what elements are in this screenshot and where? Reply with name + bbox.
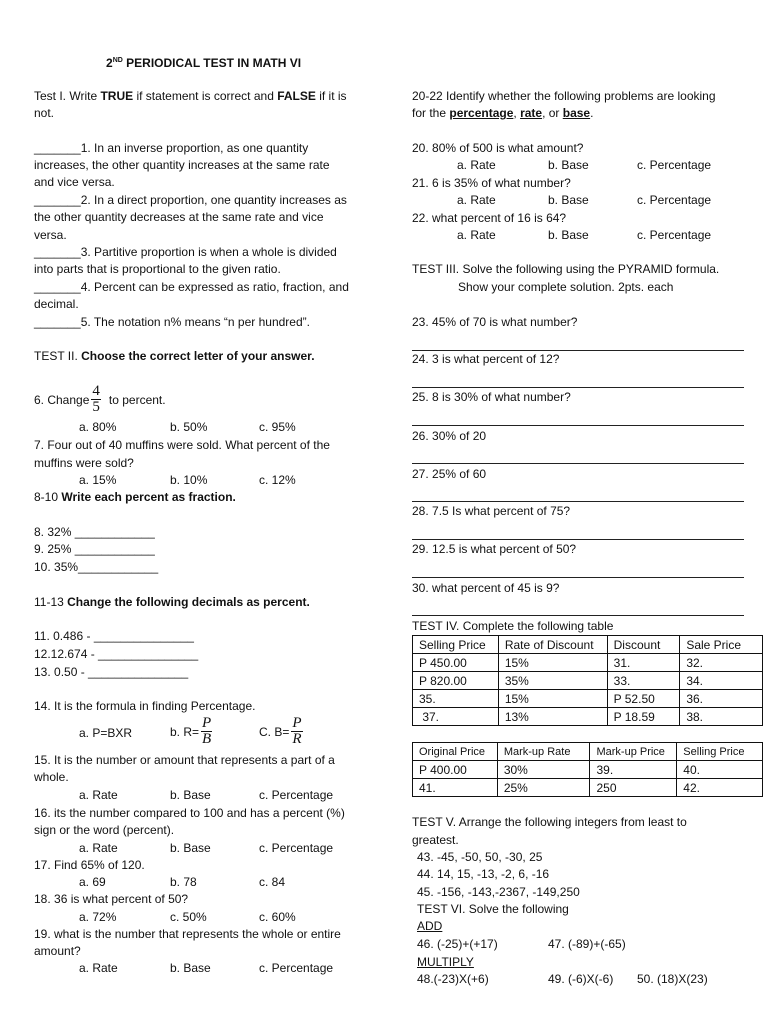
table-cell: P 820.00 <box>413 672 499 690</box>
table-row <box>413 779 763 797</box>
q22-option-b: b. Base <box>548 228 589 242</box>
q18-option-b: c. 50% <box>170 910 207 924</box>
table-cell: 15% <box>498 690 607 708</box>
answer-line <box>412 501 744 502</box>
q15-line2: whole. <box>34 770 69 784</box>
q19-option-c: c. Percentage <box>259 961 334 975</box>
table-cell: 34. <box>680 672 763 690</box>
q17: 17. Find 65% of 120. <box>34 858 145 872</box>
q23: 23. 45% of 70 is what number? <box>412 315 578 329</box>
q4-line2: decimal. <box>34 297 79 311</box>
table-header-row <box>413 743 763 761</box>
q27: 27. 25% of 60 <box>412 467 487 481</box>
answer-line <box>412 577 744 578</box>
q7-line2: muffins were sold? <box>34 456 134 470</box>
test5-instruction-cont: greatest. <box>412 833 459 847</box>
q2-line1: _______2. In a direct proportion, one quantity increases as <box>34 193 347 207</box>
q19-line1: 19. what is the number that represents the whole or entire <box>34 927 341 941</box>
q10: 10. 35%____________ <box>34 560 159 574</box>
q22-option-a: a. Rate <box>457 228 496 242</box>
add-label: ADD <box>417 919 443 933</box>
q19-line2: amount? <box>34 944 81 958</box>
q11: 11. 0.486 - _______________ <box>34 629 194 643</box>
table-row <box>413 672 763 690</box>
q44: 44. 14, 15, -13, -2, 6, -16 <box>417 867 550 881</box>
table-cell: 38. <box>680 708 763 726</box>
table-cell: 35. <box>413 690 499 708</box>
multiply-label: MULTIPLY <box>417 955 474 969</box>
q14-b-fraction: $\frac{P}{B}$ <box>202 715 212 747</box>
q17-option-c: c. 84 <box>259 875 286 889</box>
table-cell: 36. <box>680 690 763 708</box>
q14-option-a: a. P=BXR <box>79 726 133 740</box>
column-header: Sale Price <box>680 636 763 654</box>
q49: 49. (-6)X(-6) <box>548 972 614 986</box>
q20-option-b: b. Base <box>548 158 589 172</box>
q6-option-b: b. 50% <box>170 420 208 434</box>
column-header: Discount <box>607 636 680 654</box>
q6-fraction: $\frac{4}{5}$ <box>92 383 100 415</box>
page-title: 2ND PERIODICAL TEST IN MATH VI <box>106 56 302 70</box>
q9: 9. 25% ____________ <box>34 542 155 556</box>
q8-10-heading: 8-10 Write each percent as fraction. <box>34 490 236 504</box>
q21-option-c: c. Percentage <box>637 193 712 207</box>
q50: 50. (18)X(23) <box>637 972 708 986</box>
q22-option-c: c. Percentage <box>637 228 712 242</box>
q16-option-a: a. Rate <box>79 841 118 855</box>
q14: 14. It is the formula in finding Percentage. <box>34 699 256 713</box>
q48: 48.(-23)X(+6) <box>417 972 489 986</box>
test2-heading: TEST II. Choose the correct letter of your answer. <box>34 349 315 363</box>
table-cell: 37. <box>413 708 499 726</box>
q20-22-heading-cont: for the percentage, rate, or base. <box>412 106 594 120</box>
q8: 8. 32% ____________ <box>34 525 155 539</box>
q16-line1: 16. its the number compared to 100 and has a percent (%) <box>34 806 345 820</box>
q1-line1: _______1. In an inverse proportion, as one quantity <box>34 141 309 155</box>
table-row <box>413 690 763 708</box>
answer-line <box>412 539 744 540</box>
table-cell: P 400.00 <box>413 761 498 779</box>
markup-table <box>412 742 763 797</box>
q16-option-c: c. Percentage <box>259 841 334 855</box>
q7-option-b: b. 10% <box>170 473 208 487</box>
column-header: Original Price <box>413 743 498 761</box>
q3-line1: _______3. Partitive proportion is when a whole is divided <box>34 245 337 259</box>
q7-option-a: a. 15% <box>79 473 117 487</box>
q22: 22. what percent of 16 is 64? <box>412 211 567 225</box>
q21: 21. 6 is 35% of what number? <box>412 176 571 190</box>
q18-option-c: c. 60% <box>259 910 296 924</box>
table-cell: P 52.50 <box>607 690 680 708</box>
table-row <box>413 654 763 672</box>
q5: _______5. The notation n% means “n per hundred”. <box>34 315 310 329</box>
q30: 30. what percent of 45 is 9? <box>412 581 560 595</box>
q12: 12.12.674 - _______________ <box>34 647 199 661</box>
q4-line1: _______4. Percent can be expressed as ratio, fraction, and <box>34 280 349 294</box>
q16-line2: sign or the word (percent). <box>34 823 175 837</box>
test1-instruction: Test I. Write TRUE if statement is correct and FALSE if it is <box>34 89 347 103</box>
q13: 13. 0.50 - _______________ <box>34 665 189 679</box>
q7-line1: 7. Four out of 40 muffins were sold. What percent of the <box>34 438 330 452</box>
column-header: Mark-up Price <box>590 743 677 761</box>
table-cell: 35% <box>498 672 607 690</box>
q19-option-b: b. Base <box>170 961 211 975</box>
q20-option-c: c. Percentage <box>637 158 712 172</box>
table-cell: 42. <box>677 779 763 797</box>
answer-line <box>412 350 744 351</box>
column-header: Selling Price <box>677 743 763 761</box>
q19-option-a: a. Rate <box>79 961 118 975</box>
q2-line3: versa. <box>34 228 67 242</box>
q29: 29. 12.5 is what percent of 50? <box>412 542 577 556</box>
q3-line2: into parts that is proportional to the given ratio. <box>34 262 281 276</box>
table-cell: P 450.00 <box>413 654 499 672</box>
q24: 24. 3 is what percent of 12? <box>412 352 560 366</box>
q17-option-b: b. 78 <box>170 875 197 889</box>
test4-instruction: TEST IV. Complete the following table <box>412 619 614 633</box>
table-row <box>413 708 763 726</box>
q14-c-fraction: $\frac{P}{R}$ <box>292 715 302 747</box>
q14-option-c: C. B= $\frac{P}{R}$ <box>259 715 302 747</box>
table-cell: 31. <box>607 654 680 672</box>
q47: 47. (-89)+(-65) <box>548 937 626 951</box>
table-cell: 30% <box>497 761 590 779</box>
table-cell: 33. <box>607 672 680 690</box>
test5-instruction: TEST V. Arrange the following integers from least to <box>412 815 687 829</box>
q25: 25. 8 is 30% of what number? <box>412 390 571 404</box>
q15-line1: 15. It is the number or amount that represents a part of a <box>34 753 335 767</box>
q26: 26. 30% of 20 <box>412 429 487 443</box>
table-cell: 39. <box>590 761 677 779</box>
table-row <box>413 761 763 779</box>
answer-line <box>412 615 744 616</box>
column-header: Selling Price <box>413 636 499 654</box>
column-header: Mark-up Rate <box>497 743 590 761</box>
q21-option-a: a. Rate <box>457 193 496 207</box>
table-cell: 25% <box>497 779 590 797</box>
q14-option-b: b. R= $\frac{P}{B}$ <box>170 715 212 747</box>
table-cell: 13% <box>498 708 607 726</box>
table-cell: 40. <box>677 761 763 779</box>
q15-option-a: a. Rate <box>79 788 118 802</box>
q16-option-b: b. Base <box>170 841 211 855</box>
test3-instruction: TEST III. Solve the following using the PYRAMID formula. <box>412 262 720 276</box>
answer-line <box>412 463 744 464</box>
test3-instruction-cont: Show your complete solution. 2pts. each <box>458 280 674 294</box>
q6: 6. Change $\frac{4}{5}$ to percent. <box>34 383 166 415</box>
table-cell: 250 <box>590 779 677 797</box>
q18-option-a: a. 72% <box>79 910 117 924</box>
answer-line <box>412 387 744 388</box>
q17-option-a: a. 69 <box>79 875 106 889</box>
q20-option-a: a. Rate <box>457 158 496 172</box>
answer-line <box>412 425 744 426</box>
table-cell: 41. <box>413 779 498 797</box>
q20: 20. 80% of 500 is what amount? <box>412 141 584 155</box>
table-header-row <box>413 636 763 654</box>
table-cell: 32. <box>680 654 763 672</box>
q21-option-b: b. Base <box>548 193 589 207</box>
test1-instruction-cont: not. <box>34 106 55 120</box>
q6-option-c: c. 95% <box>259 420 296 434</box>
column-header: Rate of Discount <box>498 636 607 654</box>
q1-line3: and vice versa. <box>34 175 115 189</box>
q43: 43. -45, -50, 50, -30, 25 <box>417 850 543 864</box>
q28: 28. 7.5 Is what percent of 75? <box>412 504 571 518</box>
q11-13-heading: 11-13 Change the following decimals as percent. <box>34 595 310 609</box>
q2-line2: the other quantity decreases at the same rate and vice <box>34 210 324 224</box>
q46: 46. (-25)+(+17) <box>417 937 498 951</box>
q7-option-c: c. 12% <box>259 473 296 487</box>
test6-instruction: TEST VI. Solve the following <box>417 902 569 916</box>
q6-option-a: a. 80% <box>79 420 117 434</box>
table-cell: P 18.59 <box>607 708 680 726</box>
q15-option-b: b. Base <box>170 788 211 802</box>
q20-22-heading: 20-22 Identify whether the following problems are looking <box>412 89 716 103</box>
q18: 18. 36 is what percent of 50? <box>34 892 189 906</box>
q45: 45. -156, -143,-2367, -149,250 <box>417 885 580 899</box>
q1-line2: increases, the other quantity increases at the same rate <box>34 158 330 172</box>
table-cell: 15% <box>498 654 607 672</box>
discount-table <box>412 635 763 726</box>
q15-option-c: c. Percentage <box>259 788 334 802</box>
